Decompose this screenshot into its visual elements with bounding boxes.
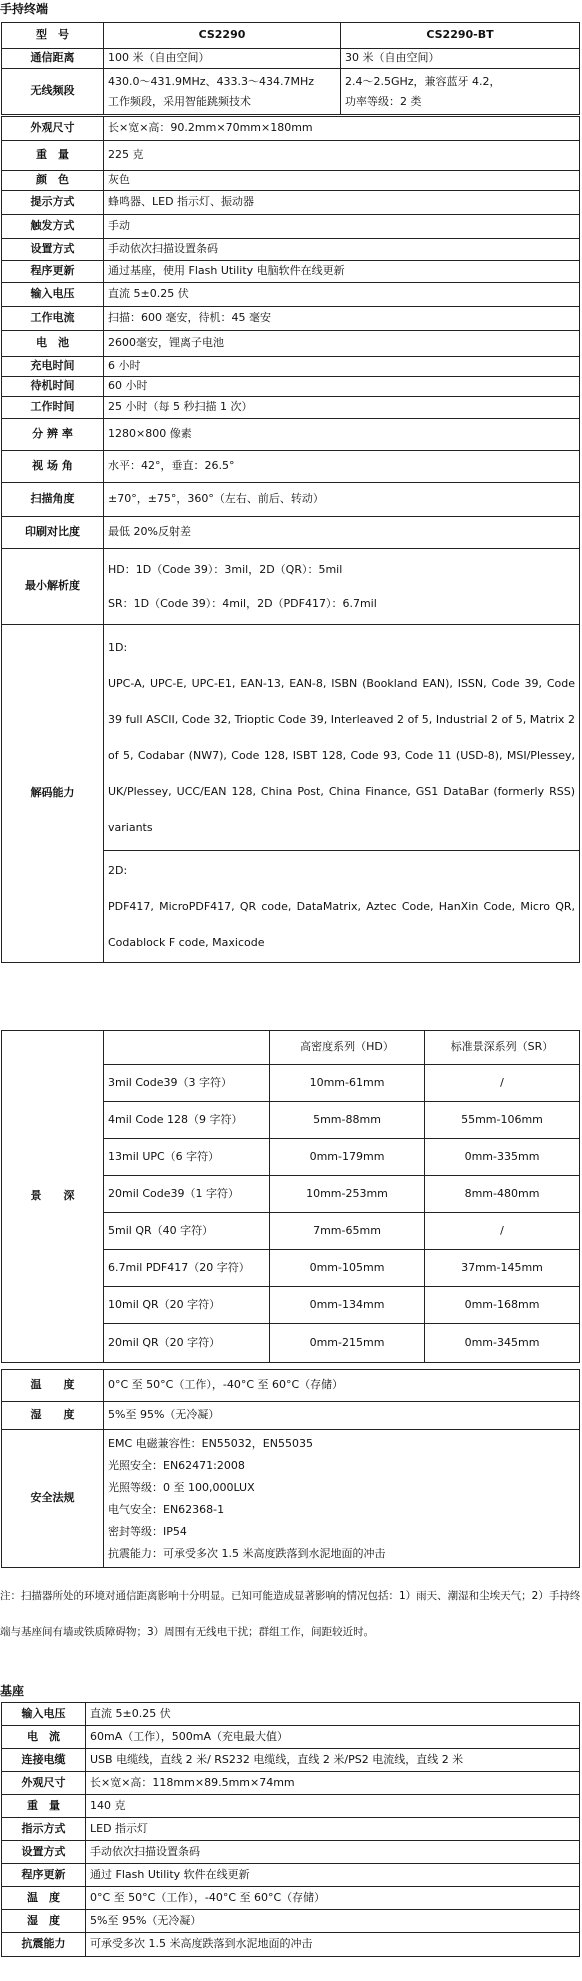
- base-label: 电 流: [2, 1726, 86, 1749]
- range-value-2: 30 米（自由空间）: [341, 49, 580, 69]
- spec-row: [2, 517, 580, 549]
- range-label: 通信距离: [2, 49, 104, 69]
- spec-row: [2, 331, 580, 357]
- spec-row: [2, 171, 580, 191]
- decode-label: 解码能力: [2, 625, 104, 963]
- dof-code: 13mil UPC（6 字符）: [104, 1139, 270, 1176]
- section-title-base: 基座: [0, 1684, 25, 1698]
- spec-label: 电 池: [2, 331, 104, 357]
- dof-code: 20mil QR（20 字符）: [104, 1324, 270, 1363]
- spec-label: 外观尺寸: [2, 117, 104, 141]
- base-value: LED 指示灯: [86, 1818, 580, 1841]
- dof-hd: 10mm-253mm: [270, 1176, 425, 1213]
- dof-code: 5mil QR（40 字符）: [104, 1213, 270, 1250]
- freq-row: [2, 69, 580, 115]
- base-row: [2, 1703, 580, 1726]
- spec-label: 设置方式: [2, 239, 104, 261]
- spec-row: [2, 377, 580, 397]
- spec-row: [2, 419, 580, 451]
- spec-label: 重 量: [2, 141, 104, 171]
- min-res-label: 最小解析度: [2, 549, 104, 625]
- base-label: 设置方式: [2, 1841, 86, 1864]
- base-label: 指示方式: [2, 1818, 86, 1841]
- dof-hd: 0mm-134mm: [270, 1287, 425, 1324]
- dof-sr: 0mm-345mm: [425, 1324, 580, 1363]
- env-table: [1, 1369, 580, 1568]
- spec-value: 225 克: [104, 141, 580, 171]
- spec-row: [2, 483, 580, 517]
- decode-1d-title: 1D:: [108, 640, 128, 654]
- base-row: [2, 1772, 580, 1795]
- decode-row-1d: [2, 625, 580, 851]
- humidity-value: 5%至 95%（无冷凝）: [104, 1402, 580, 1430]
- base-value: 60mA（工作），500mA（充电最大值）: [86, 1726, 580, 1749]
- spec-label: 程序更新: [2, 261, 104, 283]
- spec-row: [2, 397, 580, 419]
- spec-row: [2, 239, 580, 261]
- spec-value: 手动依次扫描设置条码: [104, 239, 580, 261]
- temp-label: 温 度: [2, 1370, 104, 1402]
- base-label: 湿 度: [2, 1910, 86, 1933]
- header-row: [2, 23, 580, 49]
- spec-label: 颜 色: [2, 171, 104, 191]
- spec-label: 提示方式: [2, 191, 104, 215]
- spec-value: 1280×800 像素: [104, 419, 580, 451]
- spec-value: 6 小时: [104, 357, 580, 377]
- dof-label: 景 深: [2, 1031, 104, 1363]
- base-value: 140 克: [86, 1795, 580, 1818]
- dof-header-row: [2, 1031, 580, 1065]
- base-value: 5%至 95%（无冷凝）: [86, 1910, 580, 1933]
- decode-2d-title: 2D:: [108, 863, 128, 877]
- spec-label: 触发方式: [2, 215, 104, 239]
- base-label: 连接电缆: [2, 1749, 86, 1772]
- dof-hd: 0mm-215mm: [270, 1324, 425, 1363]
- min-res-line1: HD：1D（Code 39）：3mil，2D（QR）：5mil: [108, 562, 343, 576]
- base-label: 程序更新: [2, 1864, 86, 1887]
- min-res-row: [2, 549, 580, 625]
- spec-row: [2, 283, 580, 307]
- spec-value: 最低 20%反射差: [104, 517, 580, 549]
- dof-sr: 0mm-335mm: [425, 1139, 580, 1176]
- model-cs2290: CS2290: [104, 23, 341, 49]
- decode-1d-text: UPC-A, UPC-E, UPC-E1, EAN-13, EAN-8, ISBN (Bookland EAN), ISSN, Code 39, Code 39 full ASCII, Code 32, Trioptic Code 39, Interleaved 2 of 5, Industrial 2 of 5, Matrix 2 of 5, Codabar (NW7), Code 128, ISBT 128, Code 93, Code 11 (USD-8), MSI/Plessey, UK/Plessey, UCC/EAN 128, China Post, China Finance, GS1 DataBar (formerly RSS) variants: [108, 676, 575, 834]
- temp-value: 0°C 至 50°C（工作），-40°C 至 60°C（存储）: [104, 1370, 580, 1402]
- freq-label: 无线频段: [2, 69, 104, 115]
- freq-v2-line2: 功率等级：2 类: [345, 94, 422, 108]
- footnote: 注：扫描器所处的环境对通信距离影响十分明显。已知可能造成显著影响的情况包括：1）雨天、潮湿和尘埃天气；2）手持终端与基座间有墙或铁质障碍物；3）周围有无线电干扰；群组工作，间距较近时。: [0, 1590, 581, 1638]
- spec-label: 输入电压: [2, 283, 104, 307]
- dof-hd: 0mm-179mm: [270, 1139, 425, 1176]
- base-spec-table: [1, 1702, 580, 1957]
- spec-value: 2600毫安，锂离子电池: [104, 331, 580, 357]
- base-row: [2, 1749, 580, 1772]
- base-row: [2, 1887, 580, 1910]
- freq-v2-line1: 2.4～2.5GHz，兼容蓝牙 4.2，: [345, 74, 501, 88]
- base-value: 可承受多次 1.5 米高度跌落到水泥地面的冲击: [86, 1933, 580, 1957]
- base-value: 直流 5±0.25 伏: [86, 1703, 580, 1726]
- freq-value-1: [104, 69, 341, 115]
- safety-line: 光照等级：0 至 100,000LUX: [108, 1480, 255, 1494]
- dof-table: [1, 1030, 580, 1363]
- spec-row: [2, 307, 580, 331]
- base-label: 重 量: [2, 1795, 86, 1818]
- dof-hd: 10mm-61mm: [270, 1065, 425, 1102]
- spec-row: [2, 215, 580, 239]
- spec-row: [2, 191, 580, 215]
- freq-v1-line2: 工作频段，采用智能跳频技术: [108, 94, 251, 108]
- spec-label: 印刷对比度: [2, 517, 104, 549]
- model-label: 型 号: [2, 23, 104, 49]
- spec-row: [2, 261, 580, 283]
- spec-value: 长×宽×高：90.2mm×70mm×180mm: [104, 117, 580, 141]
- dof-sr: /: [425, 1065, 580, 1102]
- dof-code: 4mil Code 128（9 字符）: [104, 1102, 270, 1139]
- base-value: 通过 Flash Utility 软件在线更新: [86, 1864, 580, 1887]
- spec-value: 60 小时: [104, 377, 580, 397]
- safety-value: [104, 1430, 580, 1568]
- dof-sr: 8mm-480mm: [425, 1176, 580, 1213]
- dof-hd: 5mm-88mm: [270, 1102, 425, 1139]
- base-row: [2, 1795, 580, 1818]
- min-res-value: [104, 549, 580, 625]
- spec-row: [2, 357, 580, 377]
- spec-label: 工作电流: [2, 307, 104, 331]
- freq-value-2: [341, 69, 580, 115]
- spec-label: 视 场 角: [2, 451, 104, 483]
- safety-line: 光照安全：EN62471:2008: [108, 1458, 245, 1472]
- humidity-row: [2, 1402, 580, 1430]
- spec-label: 分 辨 率: [2, 419, 104, 451]
- base-value: 长×宽×高：118mm×89.5mm×74mm: [86, 1772, 580, 1795]
- safety-line: 密封等级：IP54: [108, 1524, 187, 1538]
- dof-code: 10mil QR（20 字符）: [104, 1287, 270, 1324]
- spec-value: 25 小时（每 5 秒扫描 1 次）: [104, 397, 580, 419]
- section-title-handheld: 手持终端: [0, 2, 49, 16]
- base-value: USB 电缆线，直线 2 米/ RS232 电缆线，直线 2 米/PS2 电流线，直线 2 米: [86, 1749, 580, 1772]
- humidity-label: 湿 度: [2, 1402, 104, 1430]
- base-row: [2, 1726, 580, 1749]
- base-row: [2, 1933, 580, 1957]
- base-label: 温 度: [2, 1887, 86, 1910]
- dof-empty-header: [104, 1031, 270, 1065]
- spec-label: 充电时间: [2, 357, 104, 377]
- base-row: [2, 1818, 580, 1841]
- base-label: 抗震能力: [2, 1933, 86, 1957]
- model-cs2290-bt: CS2290-BT: [341, 23, 580, 49]
- decode-1d: [104, 625, 580, 851]
- base-value: 0°C 至 50°C（工作），-40°C 至 60°C（存储）: [86, 1887, 580, 1910]
- spec-value: 扫描：600 毫安，待机：45 毫安: [104, 307, 580, 331]
- dof-col-sr: 标准景深系列（SR）: [425, 1031, 580, 1065]
- spec-label: 待机时间: [2, 377, 104, 397]
- dof-hd: 0mm-105mm: [270, 1250, 425, 1287]
- dof-sr: 0mm-168mm: [425, 1287, 580, 1324]
- dof-sr: /: [425, 1213, 580, 1250]
- dof-code: 20mil Code39（1 字符）: [104, 1176, 270, 1213]
- base-row: [2, 1910, 580, 1933]
- spec-value: 蜂鸣器、LED 指示灯、振动器: [104, 191, 580, 215]
- spec-row: [2, 117, 580, 141]
- safety-label: 安全法规: [2, 1430, 104, 1568]
- spec-row: [2, 141, 580, 171]
- base-row: [2, 1841, 580, 1864]
- dof-col-hd: 高密度系列（HD）: [270, 1031, 425, 1065]
- safety-line: EMC 电磁兼容性：EN55032，EN55035: [108, 1436, 313, 1450]
- dof-hd: 7mm-65mm: [270, 1213, 425, 1250]
- spec-value: 手动: [104, 215, 580, 239]
- spec-label: 工作时间: [2, 397, 104, 419]
- safety-line: 电气安全：EN62368-1: [108, 1502, 225, 1516]
- range-row: [2, 49, 580, 69]
- freq-v1-line1: 430.0～431.9MHz、433.3～434.7MHz: [108, 74, 315, 88]
- spec-value: 通过基座，使用 Flash Utility 电脑软件在线更新: [104, 261, 580, 283]
- handheld-rows-table: [1, 116, 580, 963]
- dof-code: 6.7mil PDF417（20 字符）: [104, 1250, 270, 1287]
- decode-2d: [104, 851, 580, 963]
- dof-code: 3mil Code39（3 字符）: [104, 1065, 270, 1102]
- base-label: 外观尺寸: [2, 1772, 86, 1795]
- safety-line: 抗震能力：可承受多次 1.5 米高度跌落到水泥地面的冲击: [108, 1546, 386, 1560]
- handheld-spec-table: [1, 22, 580, 115]
- decode-2d-text: PDF417, MicroPDF417, QR code, DataMatrix, Aztec Code, HanXin Code, Micro QR, Codablock F code, Maxicode: [108, 899, 575, 949]
- spec-value: 直流 5±0.25 伏: [104, 283, 580, 307]
- min-res-line2: SR：1D（Code 39）：4mil，2D（PDF417）：6.7mil: [108, 596, 377, 610]
- spec-value: 水平：42°，垂直：26.5°: [104, 451, 580, 483]
- base-label: 输入电压: [2, 1703, 86, 1726]
- base-value: 手动依次扫描设置条码: [86, 1841, 580, 1864]
- safety-row: [2, 1430, 580, 1568]
- spec-row: [2, 451, 580, 483]
- base-row: [2, 1864, 580, 1887]
- range-value-1: 100 米（自由空间）: [104, 49, 341, 69]
- spec-value: ±70°，±75°，360°（左右、前后、转动）: [104, 483, 580, 517]
- dof-sr: 37mm-145mm: [425, 1250, 580, 1287]
- dof-sr: 55mm-106mm: [425, 1102, 580, 1139]
- temp-row: [2, 1370, 580, 1402]
- spec-label: 扫描角度: [2, 483, 104, 517]
- spec-value: 灰色: [104, 171, 580, 191]
